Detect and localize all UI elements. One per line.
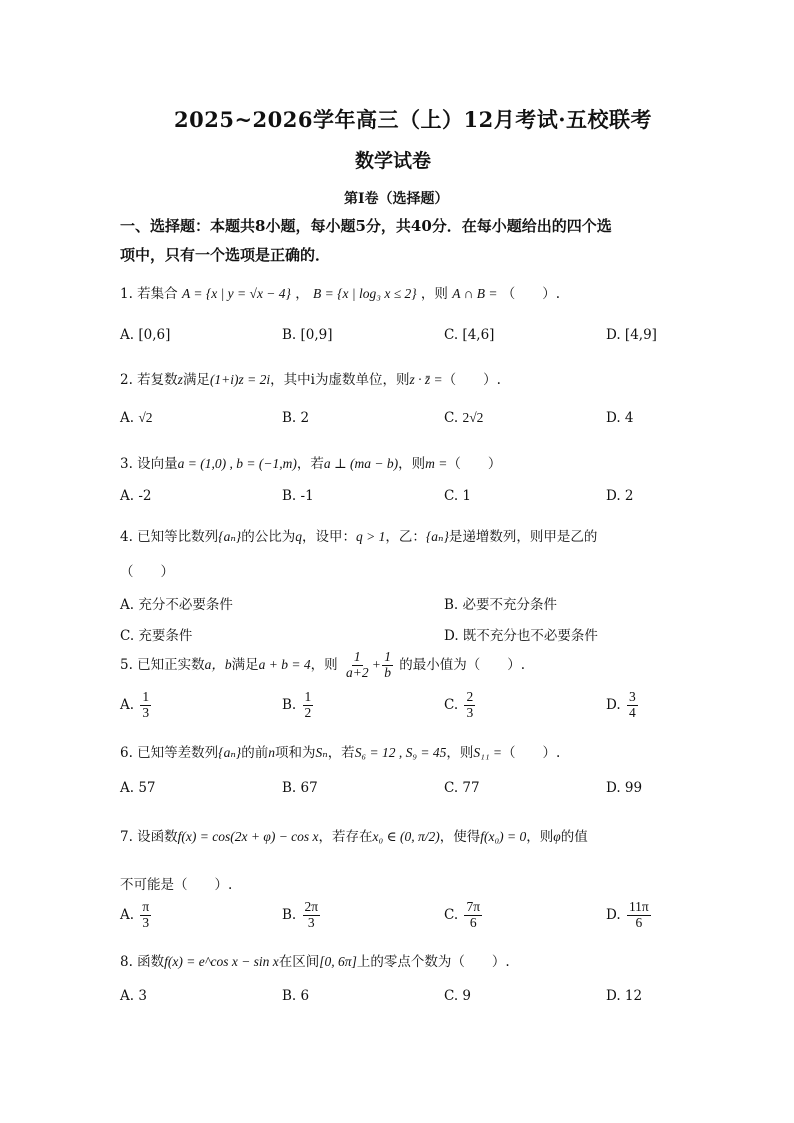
q5-option-c[interactable]: C. $\frac{2}{3}$ <box>444 689 474 720</box>
exam-subtitle: 数学试卷 <box>355 150 432 172</box>
section-line-2: 项中，只有一个选项是正确的． <box>120 246 331 264</box>
question-5: 5. 已知正实数a，b满足a + b = 4，则 $\frac{1}{a+2}$ + $\frac{1}{b}$ 的最小值为（ ）. <box>120 649 526 680</box>
q2-option-d[interactable]: D. 4 <box>606 410 634 426</box>
question-7-line2: 不可能是（ ）. <box>120 877 233 893</box>
q6-option-d[interactable]: D. 99 <box>606 780 643 796</box>
q1-option-d[interactable]: D. [4,9] <box>606 327 657 343</box>
question-2: 2. 若复数z满足(1+i)z = 2i，其中i为虚数单位，则z · z̄ =（ ）. <box>120 372 501 388</box>
q7-option-d[interactable]: D. $\frac{11\pi}{6}$ <box>606 899 649 930</box>
q2-option-b[interactable]: B. 2 <box>282 410 310 426</box>
q6-option-a[interactable]: A. 57 <box>120 780 156 796</box>
q6-option-c[interactable]: C. 77 <box>444 780 480 796</box>
q1-set-a: A = {x | y = √x − 4} <box>181 286 291 301</box>
q4-option-a[interactable]: A. 充分不必要条件 <box>120 597 233 613</box>
part-heading: 第I卷（选择题） <box>344 191 449 207</box>
question-4-line2: （ ） <box>120 564 174 580</box>
q3-option-a[interactable]: A. -2 <box>120 488 152 504</box>
q1-option-c[interactable]: C. [4,6] <box>444 327 495 343</box>
q3-option-c[interactable]: C. 1 <box>444 488 472 504</box>
q8-option-d[interactable]: D. 12 <box>606 988 643 1004</box>
question-6: 6. 已知等差数列{aₙ}的前n项和为Sₙ，若S₆ = 12 , S₉ = 45，则S₁₁ =（ ）. <box>120 745 561 761</box>
question-7: 7. 设函数f(x) = cos(2x + φ) − cos x，若存在x₀ ∈ (0, π/2)，使得f(x₀) = 0，则φ的值 <box>120 829 588 845</box>
section-line-1: 一、选择题：本题共8小题，每小题5分，共40分．在每小题给出的四个选 <box>120 217 612 235</box>
q2-option-a[interactable]: A. √2 <box>120 410 153 426</box>
q5-option-b[interactable]: B. $\frac{1}{2}$ <box>282 689 312 720</box>
q8-option-c[interactable]: C. 9 <box>444 988 472 1004</box>
q1-option-a[interactable]: A. [0,6] <box>120 327 171 343</box>
q8-option-a[interactable]: A. 3 <box>120 988 147 1004</box>
q1-option-b[interactable]: B. [0,9] <box>282 327 333 343</box>
question-3: 3. 设向量a = (1,0) , b = (−1,m)，若a ⊥ (ma − b)，则m =（ ） <box>120 456 502 472</box>
q2-option-c[interactable]: C. 2√2 <box>444 410 484 426</box>
q6-option-b[interactable]: B. 67 <box>282 780 318 796</box>
q5-fraction-1: $\frac{1}{a+2}$ <box>345 649 369 680</box>
question-8: 8. 函数f(x) = e^cos x − sin x在区间[0, 6π]上的零点个数为（ ）. <box>120 954 510 970</box>
q7-option-a[interactable]: A. $\frac{\pi}{3}$ <box>120 899 150 930</box>
q4-option-c[interactable]: C. 充要条件 <box>120 628 193 644</box>
section-instructions <box>120 212 612 270</box>
q5-option-d[interactable]: D. $\frac{3}{4}$ <box>606 689 636 720</box>
exam-title: 2025~2026学年高三（上）12月考试·五校联考 <box>174 107 653 132</box>
question-4: 4. 已知等比数列{aₙ}的公比为q，设甲：q > 1，乙：{aₙ}是递增数列，则甲是乙的 <box>120 529 598 545</box>
q8-option-b[interactable]: B. 6 <box>282 988 310 1004</box>
q1-set-b: B = {x | log₃ x ≤ 2} <box>313 286 417 301</box>
q5-option-a[interactable]: A. $\frac{1}{3}$ <box>120 689 150 720</box>
q7-option-c[interactable]: C. $\frac{7\pi}{6}$ <box>444 899 481 930</box>
q3-option-b[interactable]: B. -1 <box>282 488 314 504</box>
q4-option-b[interactable]: B. 必要不充分条件 <box>444 597 558 613</box>
question-1: 1. 若集合 A = {x | y = √x − 4} ， B = {x | log₃ x ≤ 2} ，则 A ∩ B = （ ）. <box>120 286 561 302</box>
q4-option-d[interactable]: D. 既不充分也不必要条件 <box>444 628 598 644</box>
q5-fraction-2: $\frac{1}{b}$ <box>384 649 391 680</box>
q3-option-d[interactable]: D. 2 <box>606 488 634 504</box>
q7-option-b[interactable]: B. $\frac{2\pi}{3}$ <box>282 899 319 930</box>
